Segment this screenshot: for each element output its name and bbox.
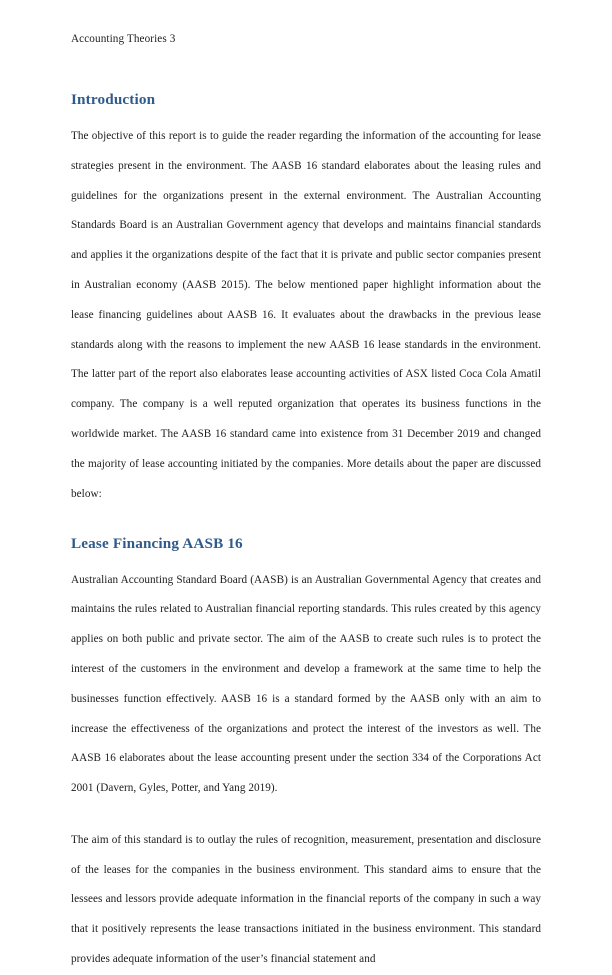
- running-head: Accounting Theories 3: [71, 33, 176, 45]
- paragraph-lease-financing-2: The aim of this standard is to outlay the rules of recognition, measurement, presentation and disclosure of the leases for the companies in the business environment. This standard aims to ensure that the lessees and lessors provide adequate information in the financial reports of the company in such a way that it positively represents the lease transactions initiated in the business environment. This standard provides adequate information of the user’s financial statement and: [71, 833, 541, 966]
- paragraph-introduction-1: The objective of this report is to guide the reader regarding the information of the accounting for lease strategies present in the environment. The AASB 16 standard elaborates about the leasing rules and guidelines for the organizations present in the external environment. The Australian Accounting Standards Board is an Australian Government agency that develops and maintains financial standards and applies it the organizations despite of the fact that it is private and public sector companies present in Australian economy (AASB 2015). The below mentioned paper highlight information about the lease financing guidelines about AASB 16. It evaluates about the drawbacks in the previous lease standards along with the reasons to implement the new AASB 16 lease standards in the environment. The latter part of the report also elaborates lease accounting activities of ASX listed Coca Cola Amatil company. The company is a well reputed organization that operates its business functions in the worldwide market. The AASB 16 standard came into existence from 31 December 2019 and changed the majority of lease accounting initiated by the companies. More details about the paper are discussed below:: [71, 130, 541, 500]
- page-content-column: [71, 0, 541, 975]
- section-heading-lease-financing: Lease Financing AASB 16: [71, 534, 243, 552]
- section-heading-introduction: Introduction: [71, 91, 156, 109]
- paragraph-lease-financing-1: Australian Accounting Standard Board (AASB) is an Australian Governmental Agency that creates and maintains the rules related to Australian financial reporting standards. This rules created by this agency applies on both public and private sector. The aim of the AASB to create such rules is to protect the interest of the customers in the environment and develop a framework at the same time to help the businesses function effectively. AASB 16 is a standard formed by the AASB only with an aim to increase the effectiveness of the organizations and protect the interest of the investors as well. The AASB 16 elaborates about the lease accounting present under the section 334 of the Corporations Act 2001 (Davern, Gyles, Potter, and Yang 2019).: [71, 573, 541, 795]
